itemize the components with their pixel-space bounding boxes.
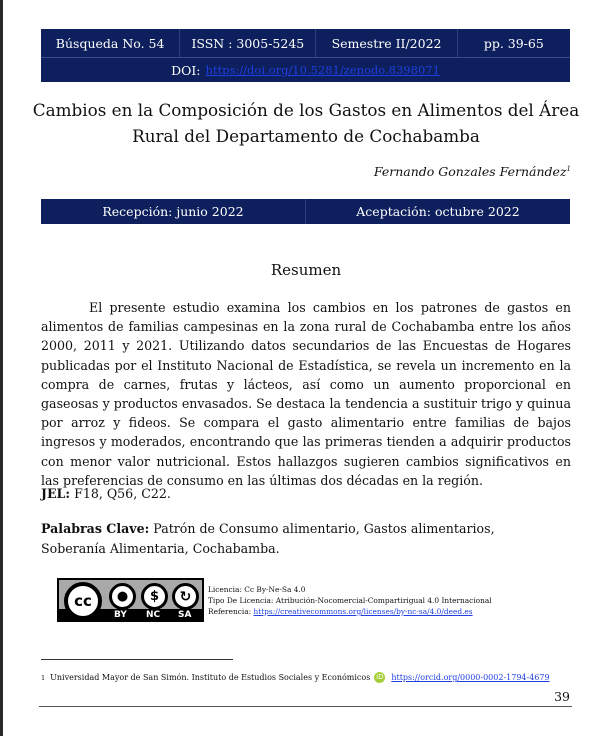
attribution-person-icon: ● xyxy=(109,583,136,610)
doi-link[interactable]: https://doi.org/10.5281/zenodo.8398071 xyxy=(205,63,440,77)
license-reference: Referencia: https://creativecommons.org/licenses/by-nc-sa/4.0/deed.es xyxy=(208,607,473,616)
page-range: pp. 39-65 xyxy=(483,35,544,51)
license-name: Licencia: Cc By-Ne-Sa 4.0 xyxy=(208,585,306,594)
jel-values: F18, Q56, C22. xyxy=(74,486,171,501)
license-info xyxy=(208,584,492,617)
sharealike-arrow-icon: ↻ xyxy=(172,583,199,610)
cc-label-nc: NC xyxy=(146,610,161,620)
keywords xyxy=(41,519,511,558)
semester: Semestre II/2022 xyxy=(316,29,457,57)
footnote-mark: 1 xyxy=(41,673,46,682)
reception-date: Recepción: junio 2022 xyxy=(41,199,306,224)
orcid-icon: iD xyxy=(376,673,384,681)
footnote-affiliation: Universidad Mayor de San Simón. Instituto de Estudios Sociales y Económicos xyxy=(50,673,371,682)
article-title: Cambios en la Composición de los Gastos en Alimentos del Área Rural del Departamento de Cochabamba xyxy=(32,100,580,146)
page-number: 39 xyxy=(554,689,570,704)
doi-label: DOI: xyxy=(171,62,201,78)
orcid-link[interactable]: https://orcid.org/0000-0002-1794-4679 xyxy=(391,673,550,682)
keywords-text: Patrón de Consumo alimentario, Gastos alimentarios, Soberanía Alimentaria, Cochabamba. xyxy=(41,521,495,556)
cc-logo-icon: cc xyxy=(64,582,102,620)
jel-codes xyxy=(41,486,171,501)
license-type: Tipo De Licencia: Atribución-Nocomercial-Compartirigual 4.0 Internacional xyxy=(208,596,492,605)
creative-commons-badge[interactable] xyxy=(57,578,204,622)
page-bottom-rule xyxy=(39,706,572,707)
author-footnote-mark[interactable]: 1 xyxy=(566,164,571,173)
journal-header-banner xyxy=(41,29,570,82)
author-name-text: Fernando Gonzales Fernández xyxy=(373,164,567,179)
issn: ISSN : 3005-5245 xyxy=(180,29,316,57)
abstract-heading: Resumen xyxy=(270,261,342,279)
issue-number: Búsqueda No. 54 xyxy=(41,29,180,57)
footnote xyxy=(41,672,550,683)
author-name xyxy=(374,164,571,179)
journal-info-row xyxy=(41,29,570,58)
abstract-text: El presente estudio examina los cambios en los patrones de gastos en alimentos de familias campesinas en la zona rural de Cochabamba entre los años 2000, 2011 y 2021. Utilizando datos secundarios de las Encuestas de Hogares publicadas por el Instituto Nacional de Estadística, se revela un incremento en la compra de carnes, frutas y lácteos, así como un aumento proporcional en gaseosas y productos envasados. Se destaca la tendencia a sustituir trigo y quinua por arroz y fideos. Se compara el gasto alimentario entre familias de bajos ingresos y moderados, encontrando que las primeras tienden a adquirir productos con menor valor nutricional. Estos hallazgos sugieren cambios significativos en las preferencias de consumo en las últimas dos décadas en la región. xyxy=(41,300,571,488)
jel-label: JEL: xyxy=(41,486,71,501)
dates-banner xyxy=(41,199,570,224)
doi-row xyxy=(41,58,570,82)
noncommercial-dollar-icon: $ xyxy=(141,583,168,610)
cc-label-sa: SA xyxy=(178,610,192,620)
license-link[interactable]: https://creativecommons.org/licenses/by-nc-sa/4.0/deed.es xyxy=(253,607,473,616)
window-edge xyxy=(0,0,3,736)
acceptance-date: Aceptación: octubre 2022 xyxy=(356,204,520,219)
footnote-divider xyxy=(41,659,233,660)
keywords-label: Palabras Clave: xyxy=(41,521,150,536)
cc-label-by: BY xyxy=(114,610,127,620)
